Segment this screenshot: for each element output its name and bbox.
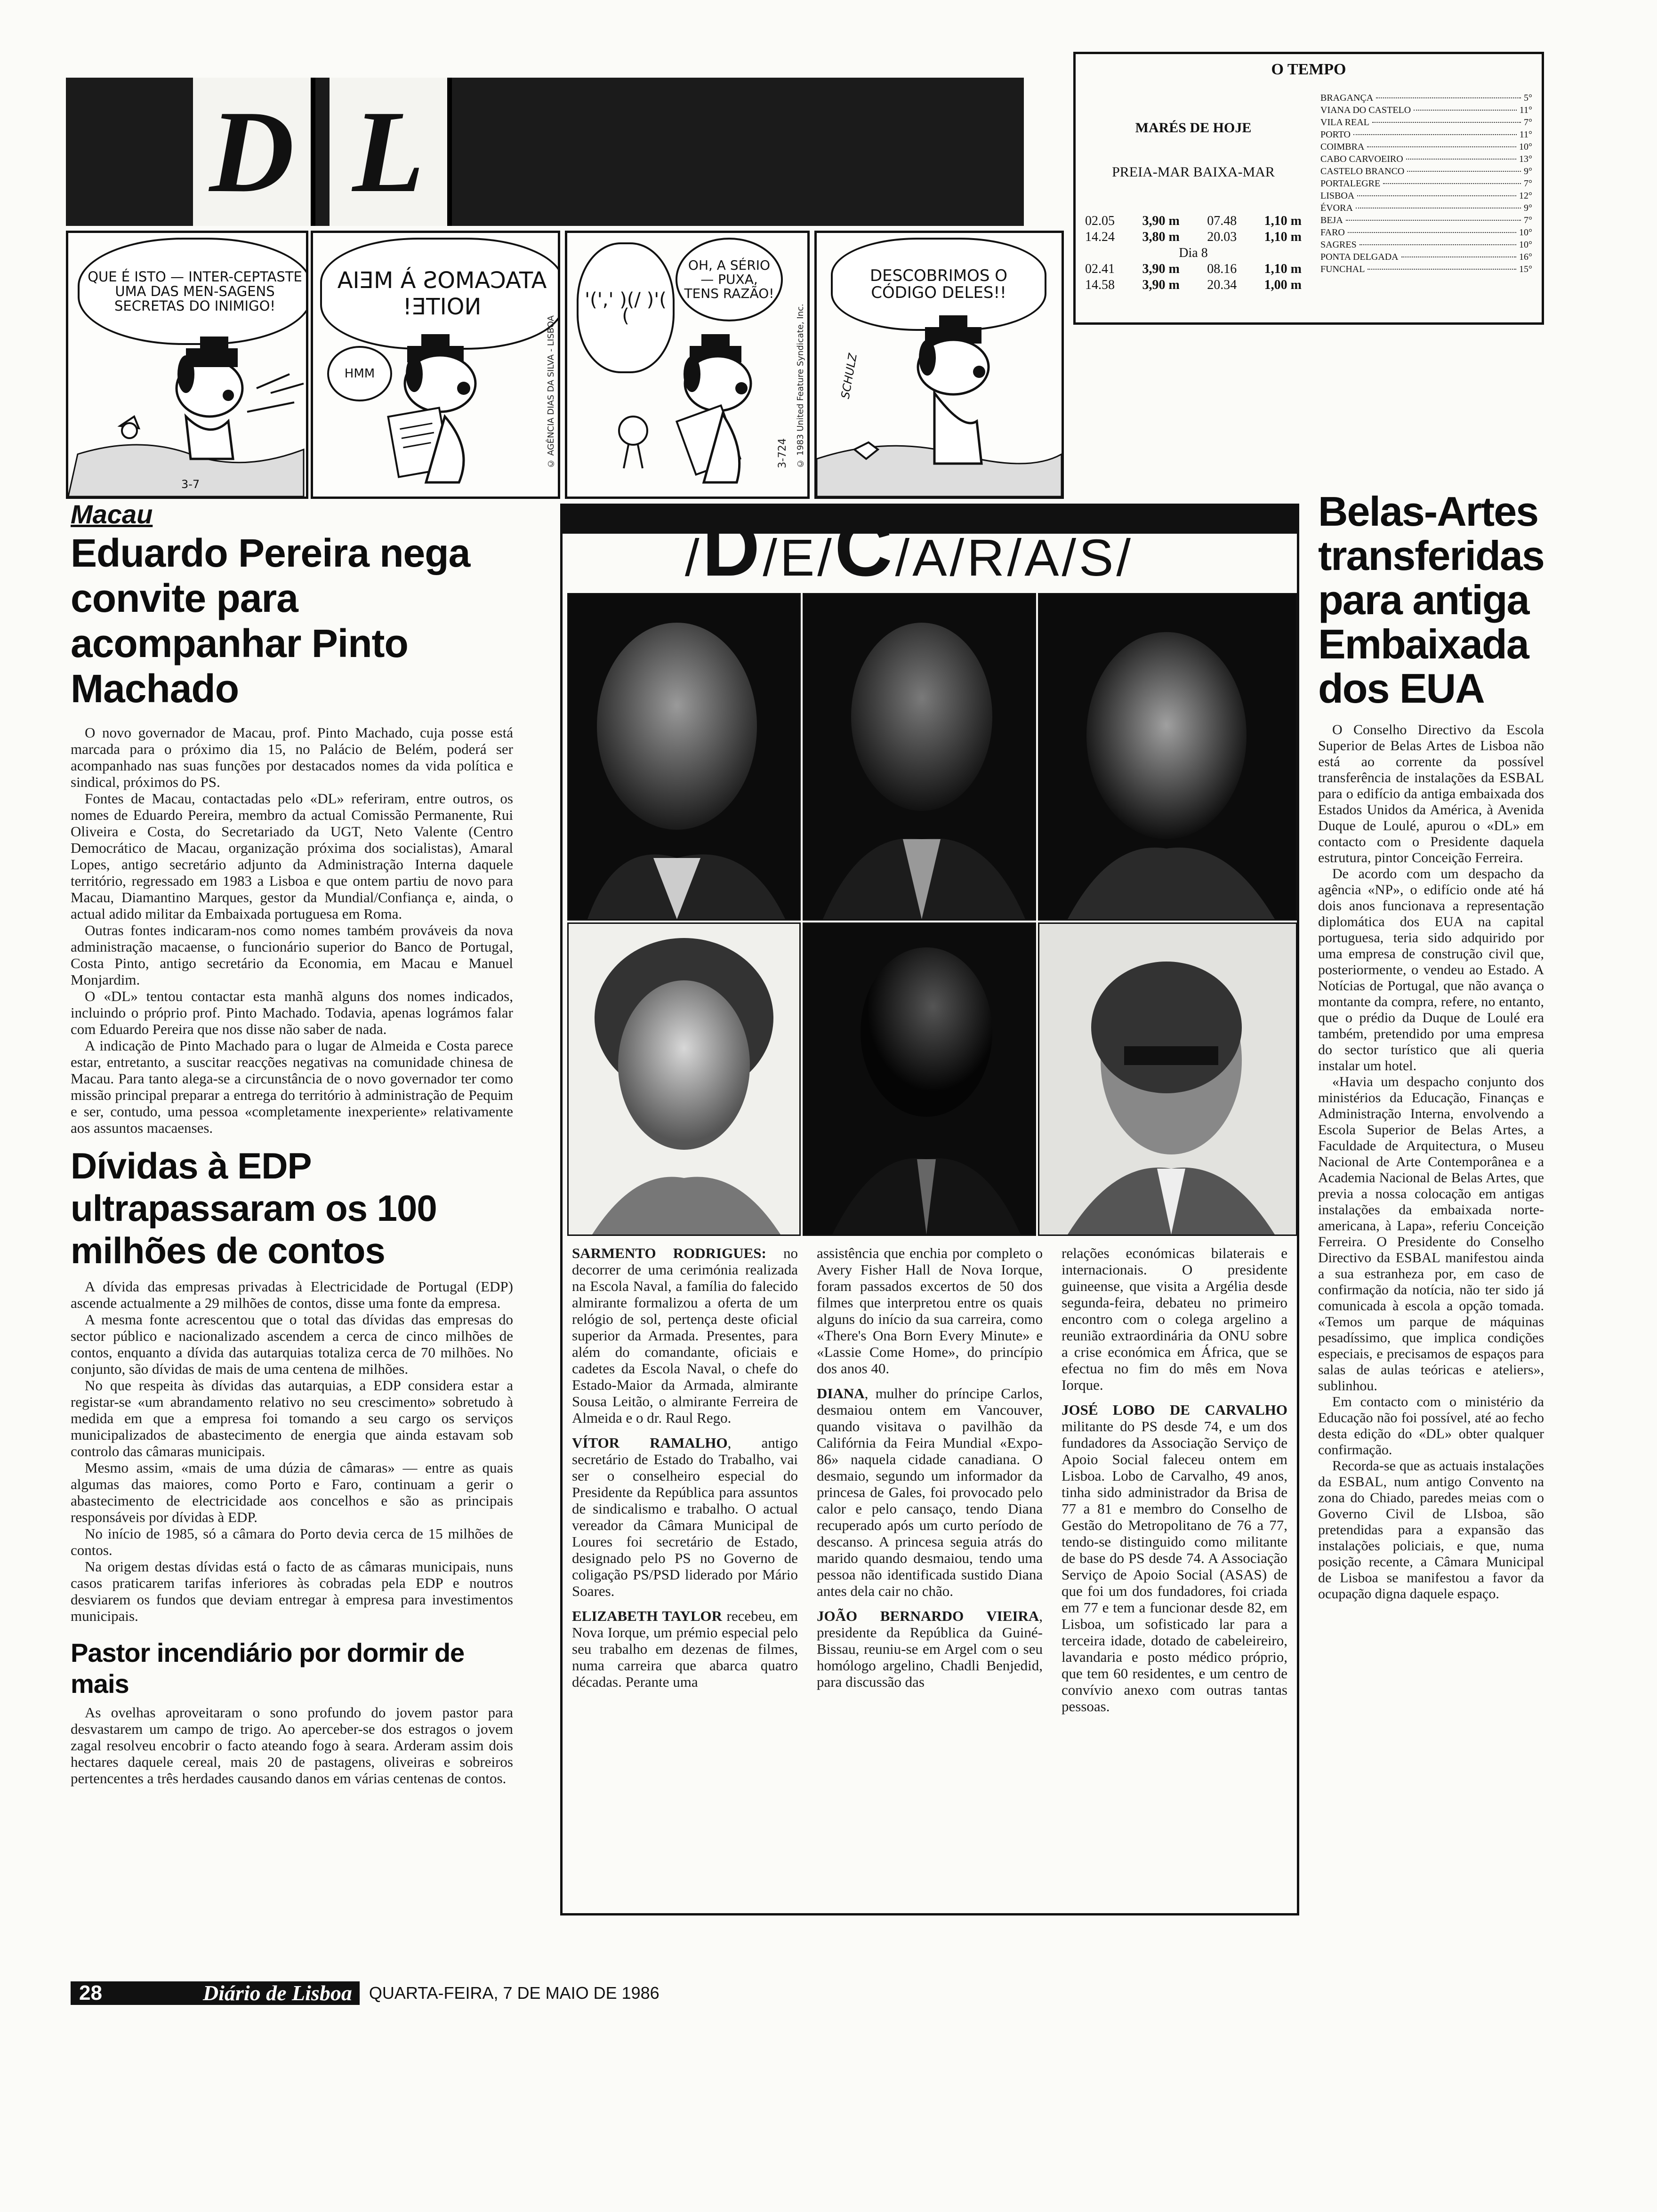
city-temperature-row [1320,128,1532,141]
tides-day-label: Dia 8 [1179,246,1208,260]
tide-high-val: 3,90 m [1142,278,1180,292]
article-edp [71,1278,513,1624]
person-name: SARMENTO RODRIGUES: [572,1245,766,1261]
city-temp: 9° [1524,203,1532,213]
tide-low-val: 1,00 m [1264,278,1302,292]
headline-pastor: Pastor incendiário por dormir de mais [71,1638,465,1699]
issue-date: QUARTA-FEIRA, 7 DE MAIO DE 1986 [369,1983,660,2003]
news-brief [817,1245,1043,1377]
dot-leader [1353,134,1517,135]
brief-text: , presidente da República da Guiné-Bissau, reuniu-se em Argel com o seu homólogo argelino, Chadli Benjedid, para discussão das [817,1608,1043,1690]
paragraph: O novo governador de Macau, prof. Pinto Machado, cuja posse está marcada para o próximo dia 15, no Palácio de Belém, poderá ser acompanhado nas suas funções por destacados nomes da vida política e sindical, próximos do PS. [71,724,513,790]
newspaper-name: Diário de Lisboa [195,1981,360,2005]
dot-leader [1376,97,1521,98]
city-name: CASTELO BRANCO [1320,166,1405,176]
title-d: D [702,504,763,593]
page-footer [71,1979,777,2007]
paragraph: Fontes de Macau, contactadas pelo «DL» referiram, entre outros, os nomes de Eduardo Pereira, membro da actual Comissão Permanente, Rui Oliveira e Costa, do Secretariado da UGT, Neto Valente (Centro Democrático de Macau, organização próxima dos socialistas), Amaral Lopes, antigo secretário adjunto da Administração Interna daquele território, regressado em 1983 a Lisboa e que ontem partiu de novo para Macau, Diamantino Marques, gestor da Mundial/Confiança e, ainda, o actual adido militar da Embaixada portuguesa em Roma. [71,790,513,922]
person-name: JOÃO BERNARDO VIEIRA [817,1608,1039,1624]
portrait-image [804,594,1035,919]
comic-panel-4 [814,231,1064,499]
comic-strip [66,231,1549,508]
city-temperature-row [1320,104,1532,116]
logo-letter-l: L [330,78,452,226]
tide-high-val: 3,80 m [1142,230,1180,244]
comic-panel-1 [66,231,308,499]
speech-balloon: DESCOBRIMOS O CÓDIGO DELES!! [831,238,1046,331]
city-temp: 10° [1519,227,1532,238]
city-name: VIANA DO CASTELO [1320,105,1411,115]
dot-leader [1346,220,1521,221]
section-kicker: Macau [71,499,153,529]
news-brief [572,1435,798,1599]
city-temp: 7° [1524,178,1532,189]
tides-header: PREIA-MAR BAIXA-MAR [1112,164,1275,180]
news-brief [572,1608,798,1690]
brief-text: , mulher do príncipe Carlos, desmaiou ontem em Vancouver, quando visitava o pavilhão da Califórnia da Feira Mundial «Expo-86» naquela cidade canadiana. O desmaio, segundo um informador da princesa de Gales, foi provocado pelo calor e pelo cansaço, tendo Diana recuperado após um curto período de descanso. A princesa seguia atrás do marido quando desmaiou, tendo uma pessoa não identificada sustido Diana antes dela cair no chão. [817,1385,1043,1599]
brief-text: relações económicas bilaterais e internacionais. O presidente guineense, que visita a Argélia desde segunda-feira, debateu no primeiro encontro com o colega argelino a reunião extraordinária da ONU sobre a crise económica em África, que se efectua no fim do mês em Nova Iorque. [1062,1245,1287,1393]
title-rest: /A/R/A/S/ [895,529,1134,587]
news-brief [1062,1402,1287,1715]
city-temperature-row [1320,141,1532,153]
city-name: PONTA DELGADA [1320,252,1399,262]
photo-elizabeth-taylor [1038,593,1297,921]
title-e: /E/ [763,529,835,587]
city-temperature-row [1320,116,1532,128]
city-name: VILA REAL [1320,117,1369,128]
photo-jose-lobo-de-carvalho [1038,922,1297,1236]
city-temp: 7° [1524,215,1532,225]
tide-low-time: 08.16 [1207,262,1237,276]
dot-leader [1406,159,1516,160]
paragraph: No início de 1985, só a câmara do Porto devia cerca de 15 milhões de contos. [71,1525,513,1558]
city-temp: 12° [1519,191,1532,201]
tide-high-val: 3,90 m [1142,262,1180,276]
city-temp: 11° [1519,105,1532,115]
tide-high-time: 14.58 [1085,278,1115,292]
city-name: CABO CARVOEIRO [1320,154,1403,164]
city-temperature-row [1320,92,1532,104]
city-temp: 7° [1524,117,1532,128]
news-brief [817,1608,1043,1690]
photo-joao-bernardo-vieira [803,922,1036,1236]
city-temperature-row [1320,190,1532,202]
artist-signature: SCHULZ [838,352,860,400]
agency-credit: © AGÊNCIA DIAS DA SILVA - LISBOA [546,315,556,468]
city-temperature-row [1320,165,1532,177]
city-temp: 10° [1519,142,1532,152]
left-column [71,499,513,1787]
paragraph: Recorda-se que as actuais instalações da ESBAL, num antigo Convento na zona do Chiado, paredes meias com o Governo Civil de LIsboa, são pretendidas para a expansão das instalações policiais, e que, numa posição recente, a Câmara Municipal de Lisboa se manifestou a favor da ocupação digna daquele espaço. [1318,1458,1544,1602]
mirrored-message-balloon: ATACAMOS À MEIA NOITE! [320,238,560,350]
city-temp: 9° [1524,166,1532,176]
dot-leader [1357,195,1516,196]
speech-balloon: OH, A SÉRIO — PUXA, TENS RAZÃO! [676,238,783,321]
city-name: PORTO [1320,129,1351,140]
person-name: ELIZABETH TAYLOR [572,1608,723,1624]
city-name: PORTALEGRE [1320,178,1381,189]
dot-leader [1407,171,1521,172]
paragraph: Outras fontes indicaram-nos como nomes também prováveis da nova administração macaense, o funcionário superior do Banco de Portugal, Costa Pinto, antigo secretário da Economia, em Macau e Manuel Monjardim. [71,922,513,988]
photo-vitor-ramalho [803,593,1036,921]
news-brief [572,1245,798,1426]
city-name: BEJA [1320,215,1343,225]
de-caras-column-2 [817,1245,1043,1699]
city-name: FUNCHAL [1320,264,1365,274]
tide-low-time: 20.03 [1207,230,1237,244]
de-caras-section [560,504,1299,1915]
brief-text: assistência que enchia por completo o Avery Fisher Hall de Nova Iorque, foram passados excertos de 50 dos filmes que interpretou entre os quais alguns do início da sua carreira, como «There's Ona Born Every Minute» e «Lassie Come Home», do princípio dos anos 40. [817,1245,1043,1377]
tides-title: MARÉS DE HOJE [1135,120,1252,136]
paragraph: As ovelhas aproveitaram o sono profundo do jovem pastor para desvastarem um campo de trigo. Ao aperceber-se dos estragos o jovem zagal resolveu encobrir o facto ateando fogo à seara. Arderam assim dois hectares daquele cereal, mais 20 de pastagens, oliveiras e sobreiros pertencentes a três herdades causando danos em várias centenas de contos. [71,1704,513,1787]
brief-text: recebeu, em Nova Iorque, um prémio especial pelo seu trabalho em dezenas de filmes, numa carreira que abarca quatro décadas. Perante uma [572,1608,798,1690]
article-belas-artes [1318,722,1544,1602]
brief-text: , antigo secretário de Estado do Trabalho, vai ser o conselheiro especial do Presidente da República para assuntos de sindicalismo e trabalho. O actual vereador da Câmara Municipal de Loures foi secretário de Estado, designado pelo PS no Governo de coligação PS/PSD liderado por Mário Soares. [572,1435,798,1599]
panel-date: 3-724 [777,438,788,468]
dot-leader [1367,146,1516,147]
portrait-image [569,594,799,919]
city-temp: 15° [1519,264,1532,274]
city-temperature-row [1320,177,1532,190]
paragraph: No que respeita às dívidas das autarquias, a EDP considera estar a registar-se «um abrandamento relativo no seu crescimento» sobretudo à medida em que a empresa foi tomando a seu cargo os serviços municipalizados de abastecimento de energia que ainda estavam sob controlo das câmaras municipais. [71,1377,513,1459]
paragraph: A dívida das empresas privadas à Electricidade de Portugal (EDP) ascende actualmente a 29 milhões de contos, disse uma fonte da empresa. [71,1278,513,1311]
article-pastor [71,1704,513,1787]
city-temp: 16° [1519,252,1532,262]
right-column [1318,489,1544,1602]
logo-letter-d: D [193,78,315,226]
brief-text: militante do PS desde 74, e um dos fundadores da Associação Serviço de Apoio Social faleceu ontem em Lisboa. Lobo de Carvalho, 49 anos, tinha sido administrador da Brisa de 77 a 81 e membro do Conselho de Gestão do Metropolitano de 76 a 77, tendo-se distinguido como militante de base do PS desde 74. A Associação Serviço de Apoio Social (ASAS) de que foi um dos fundadores, foi criada em 77 e tem a funcionar desde 82, em Lisboa, um sofisticado lar para a terceira idade, dotado de cabeleireiro, lavandaria e posto médico próprio, que tem 60 residentes, e um centro de convívio anexo com outras tantas pessoas. [1062,1418,1287,1715]
snoopy-reading-illustration [313,233,558,497]
city-name: SAGRES [1320,240,1357,250]
tide-low-time: 20.34 [1207,278,1237,292]
headline-macau: Eduardo Pereira nega convite para acompanhar Pinto Machado [71,531,470,711]
city-name: LISBOA [1320,191,1355,201]
paragraph: Na origem destas dívidas está o facto de as câmaras municipais, nuns casos praticarem tarifas inferiores às cobradas pela EDP e noutros desviarem os fundos que deviam entregar à empresa para investimentos municipais. [71,1558,513,1624]
tide-low-val: 1,10 m [1264,262,1302,276]
photo-sarmento-rodrigues [567,593,801,921]
portrait-image [1039,924,1296,1234]
person-name: DIANA [817,1385,865,1402]
paragraph: De acordo com um despacho da agência «NP», o edifício onde até há dois anos funcionava a representação diplomática dos EUA na capital portuguesa, teria sido adquirido por uma empresa de construção civil que, posteriormente, o vendeu ao Estado. A Notícias de Portugal, que não avança o montante da compra, refere, no entanto, que o prédio da Duque de Loulé era também, pretendido por uma empresa do sector turístico que ali queria instalar um hotel. [1318,866,1544,1074]
headline-edp: Dívidas à EDP ultrapassaram os 100 milhões de contos [71,1145,437,1271]
paragraph: A indicação de Pinto Machado para o lugar de Almeida e Costa parece estar, entretanto, a suscitar reacções negativas na comunidade chinesa de Macau. Para tanto alega-se a circunstância de o novo governador ter como missão principal preparar a entrega do território à administração de Pequim e ser, contudo, uma pessoa «completamente inexperiente» relativamente aos assuntos macaenses. [71,1037,513,1136]
dot-leader [1372,122,1521,123]
panel-date: 3-7 [181,478,200,491]
dot-leader [1414,110,1517,111]
tide-low-val: 1,10 m [1264,230,1302,244]
brief-text: no decorrer de uma cerimónia realizada na Escola Naval, a família do falecido almirante formalizou a oferta de um relógio de sol, pertença deste oficial superior da Armada. Presentes, para além do comandante, oficiais e cadetes da Escola Naval, o chefe do Estado-Maior da Armada, almirante Sousa Leitão, o almirante Ferreira de Almeida e o dr. Raul Rego. [572,1245,798,1426]
city-name: COIMBRA [1320,142,1365,152]
de-caras-column-1 [572,1245,798,1699]
title-slash: / [685,529,702,587]
tide-high-val: 3,90 m [1142,214,1180,228]
person-name: JOSÉ LOBO DE CARVALHO [1062,1402,1287,1418]
city-temp: 5° [1524,93,1532,103]
news-brief [817,1385,1043,1599]
de-caras-column-3 [1062,1245,1287,1723]
city-temperature-row [1320,202,1532,214]
paragraph: Mesmo assim, «mais de uma dúzia de câmaras» — entre as quais algumas das maiores, como Porto e Faro, continuam a gerir o abastecimento de electricidade aos concelhos e são as principais responsáveis por dívidas à EDP. [71,1459,513,1525]
city-temp: 13° [1519,154,1532,164]
tide-low-val: 1,10 m [1264,214,1302,228]
de-caras-title [685,504,1134,593]
comic-panel-2 [311,231,560,499]
tide-high-time: 02.41 [1085,262,1115,276]
syndicate-credit: © 1983 United Feature Syndicate, Inc. [796,304,805,468]
snoopy-woodstock-illustration [567,233,807,497]
scribble-balloon: '(',' )(/ )'( ( [577,242,675,373]
tide-low-time: 07.48 [1207,214,1237,228]
footer-bar [111,1981,195,2005]
person-name: VÍTOR RAMALHO [572,1435,728,1451]
article-macau [71,724,513,1136]
page-number: 28 [71,1981,111,2005]
comic-panel-3 [565,231,810,499]
snoopy-illustration [68,233,306,497]
portrait-image [569,924,799,1234]
title-c: C [834,504,895,593]
weather-title: O TEMPO [1271,61,1346,78]
tide-high-time: 14.24 [1085,230,1115,244]
portrait-image [1039,594,1296,919]
tide-high-time: 02.05 [1085,214,1115,228]
city-temp: 10° [1519,240,1532,250]
paragraph: «Havia um despacho conjunto dos ministérios da Educação, Finanças e Administração Interna, envolvendo a Escola Superior de Belas Artes, a Faculdade de Arquitectura, o Museu Nacional de Arte Contemporânea e a Academia Nacional de Belas Artes, que previa a nossa colocação em antigas instalações da embaixada norte-americana, à Lapa», referiu Conceição Ferreira. O Presidente do Conselho Directivo da ESBAL manifestou ainda a sua estranheza por, em caso de confirmação da notícia, não ter sido já comunicada à escola a opção tomada. «Temos um parque de máquinas pesadíssimo, que implica condições especiais, e precisamos de espaços para salas de aulas teóricas e ateliers», sublinhou. [1318,1074,1544,1394]
paragraph: O Conselho Directivo da Escola Superior de Belas Artes de Lisboa não está ao corrente da possível transferência de instalações da ESBAL para o edifício da antiga embaixada dos Estados Unidos da América, à Avenida Duque de Loulé, apurou o «DL» em contacto com o Presidente daquela estrutura, pintor Conceição Ferreira. [1318,722,1544,866]
headline-belas-artes: Belas-Artes transferidas para antiga Embaixada dos EUA [1318,488,1544,712]
city-name: FARO [1320,227,1345,238]
paragraph: O «DL» tentou contactar esta manhã alguns dos nomes indicados, incluindo o próprio prof. Pinto Machado. Todavia, apenas lográmos falar com Eduardo Pereira que nos disse não saber de nada. [71,988,513,1037]
city-name: BRAGANÇA [1320,93,1374,103]
city-temperature-row [1320,214,1532,226]
photo-diana [567,922,801,1236]
city-temperature-row [1320,153,1532,165]
dot-leader [1383,183,1521,184]
speech-balloon: HMM [327,346,392,401]
tide-row [1085,213,1302,229]
city-name: ÉVORA [1320,203,1353,213]
news-brief [1062,1245,1287,1393]
city-temp: 11° [1519,129,1532,140]
paragraph: Em contacto com o ministério da Educação não foi possível, até ao fecho desta edição do «DL» obter qualquer confirmação. [1318,1394,1544,1458]
speech-balloon: QUE É ISTO — INTER-CEPTASTE UMA DAS MEN-SAGENS SECRETAS DO INIMIGO! [78,238,308,345]
portrait-image [804,924,1035,1234]
masthead [66,78,1024,226]
paragraph: A mesma fonte acrescentou que o total das dívidas das empresas do sector público e nacionalizado ascendem a cerca de cinco milhões de contos, enquanto a dívida das autarquias totaliza cerca de 70 milhões. No conjunto, são dívidas de mais de uma centena de milhões. [71,1311,513,1377]
